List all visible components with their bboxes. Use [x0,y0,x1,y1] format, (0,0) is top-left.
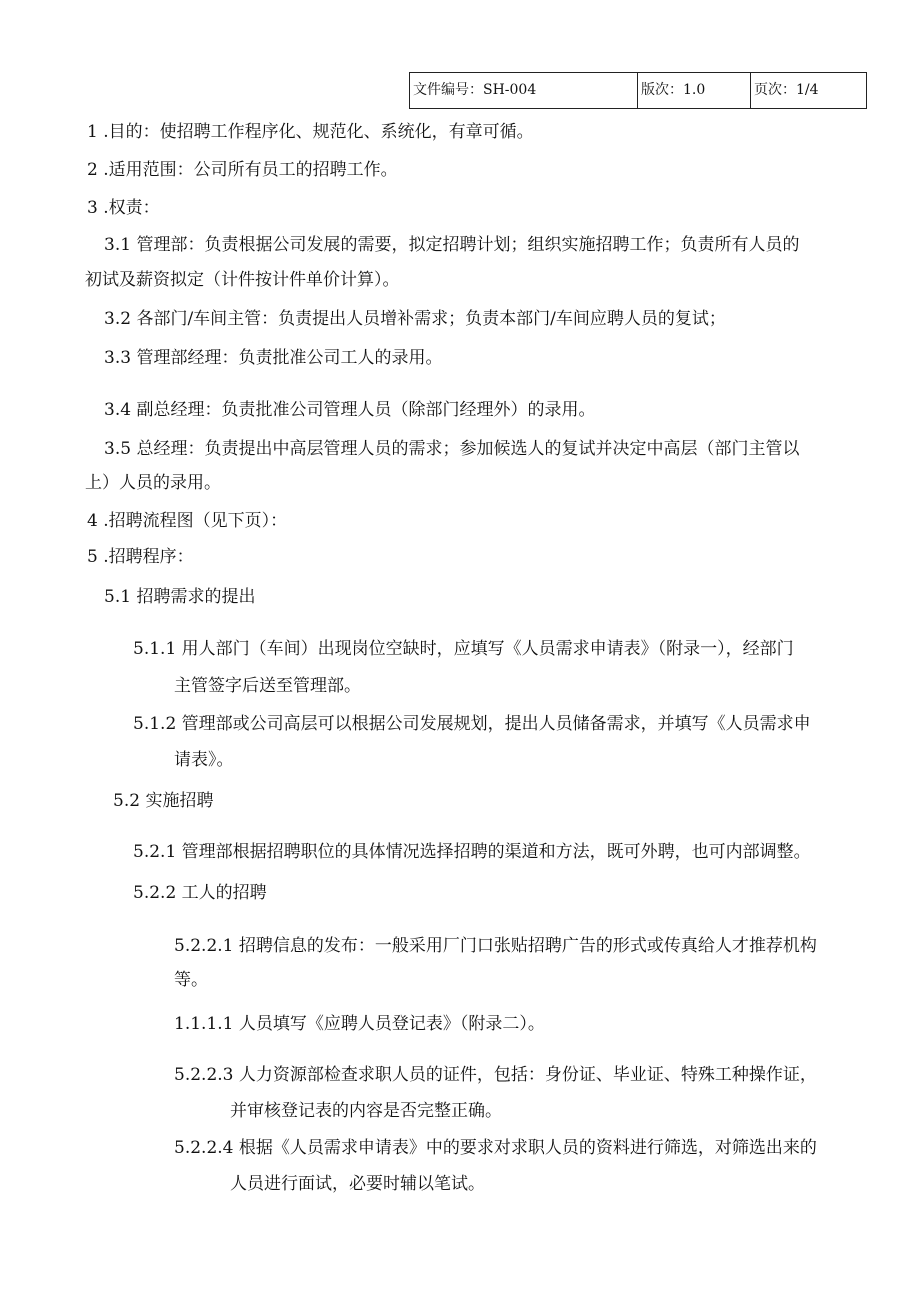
section-3-5-line-1: 3.5 总经理：负责提出中高层管理人员的需求；参加候选人的复试并决定中高层（部门主管以 [104,439,800,459]
section-5-1-1-line-1: 5.1.1 用人部门（车间）出现岗位空缺时，应填写《人员需求申请表》（附录一），经部门 [133,639,794,659]
section-5-2-2-heading: 5.2.2 工人的招聘 [133,883,267,903]
section-2-scope: 2 .适用范围：公司所有员工的招聘工作。 [87,160,398,180]
section-5-1-1-line-2: 主管签字后送至管理部。 [174,676,361,696]
section-5-2-2-4-line-1: 5.2.2.4 根据《人员需求申请表》中的要求对求职人员的资料进行筛选，对筛选出来的 [174,1138,817,1158]
section-5-2-heading: 5.2 实施招聘 [113,791,214,811]
section-5-2-2-1-line-1: 5.2.2.1 招聘信息的发布：一般采用厂门口张贴招聘广告的形式或传真给人才推荐机构 [174,936,817,956]
section-3-heading: 3 .权责： [87,198,160,218]
document-header-table [409,72,867,109]
section-5-2-2-3-line-2: 并审核登记表的内容是否完整正确。 [230,1101,502,1121]
section-5-2-2-1-line-2: 等。 [174,970,208,990]
section-1-1-1-1: 1.1.1.1 人员填写《应聘人员登记表》（附录二）。 [174,1014,545,1034]
section-5-1-2-line-2: 请表》。 [174,750,234,770]
section-1-purpose: 1 .目的：使招聘工作程序化、规范化、系统化，有章可循。 [87,122,534,142]
section-5-2-2-3-line-1: 5.2.2.3 人力资源部检查求职人员的证件，包括：身份证、毕业证、特殊工种操作证， [174,1065,817,1085]
doc-page: 页次：1/4 [754,82,819,98]
section-3-2: 3.2 各部门/车间主管：负责提出人员增补需求；负责本部门/车间应聘人员的复试； [104,309,726,329]
section-3-3: 3.3 管理部经理：负责批准公司工人的录用。 [104,348,443,368]
section-3-1-line-2: 初试及薪资拟定（计件按计件单价计算）。 [85,270,400,290]
section-4-flowchart: 4 .招聘流程图（见下页）： [87,511,288,531]
section-3-4: 3.4 副总经理：负责批准公司管理人员（除部门经理外）的录用。 [104,400,596,420]
section-5-2-2-4-line-2: 人员进行面试，必要时辅以笔试。 [230,1174,485,1194]
doc-version: 版次：1.0 [638,73,751,108]
doc-number: 文件编号：SH-004 [410,73,638,108]
section-5-heading: 5 .招聘程序： [87,547,194,567]
section-5-2-1: 5.2.1 管理部根据招聘职位的具体情况选择招聘的渠道和方法，既可外聘，也可内部调整。 [133,842,811,862]
section-5-1-2-line-1: 5.1.2 管理部或公司高层可以根据公司发展规划，提出人员储备需求，并填写《人员需求申 [133,714,811,734]
section-3-5-line-2: 上）人员的录用。 [85,473,221,493]
section-5-1-heading: 5.1 招聘需求的提出 [104,587,256,607]
section-3-1-line-1: 3.1 管理部：负责根据公司发展的需要，拟定招聘计划；组织实施招聘工作；负责所有人员的 [104,235,800,255]
